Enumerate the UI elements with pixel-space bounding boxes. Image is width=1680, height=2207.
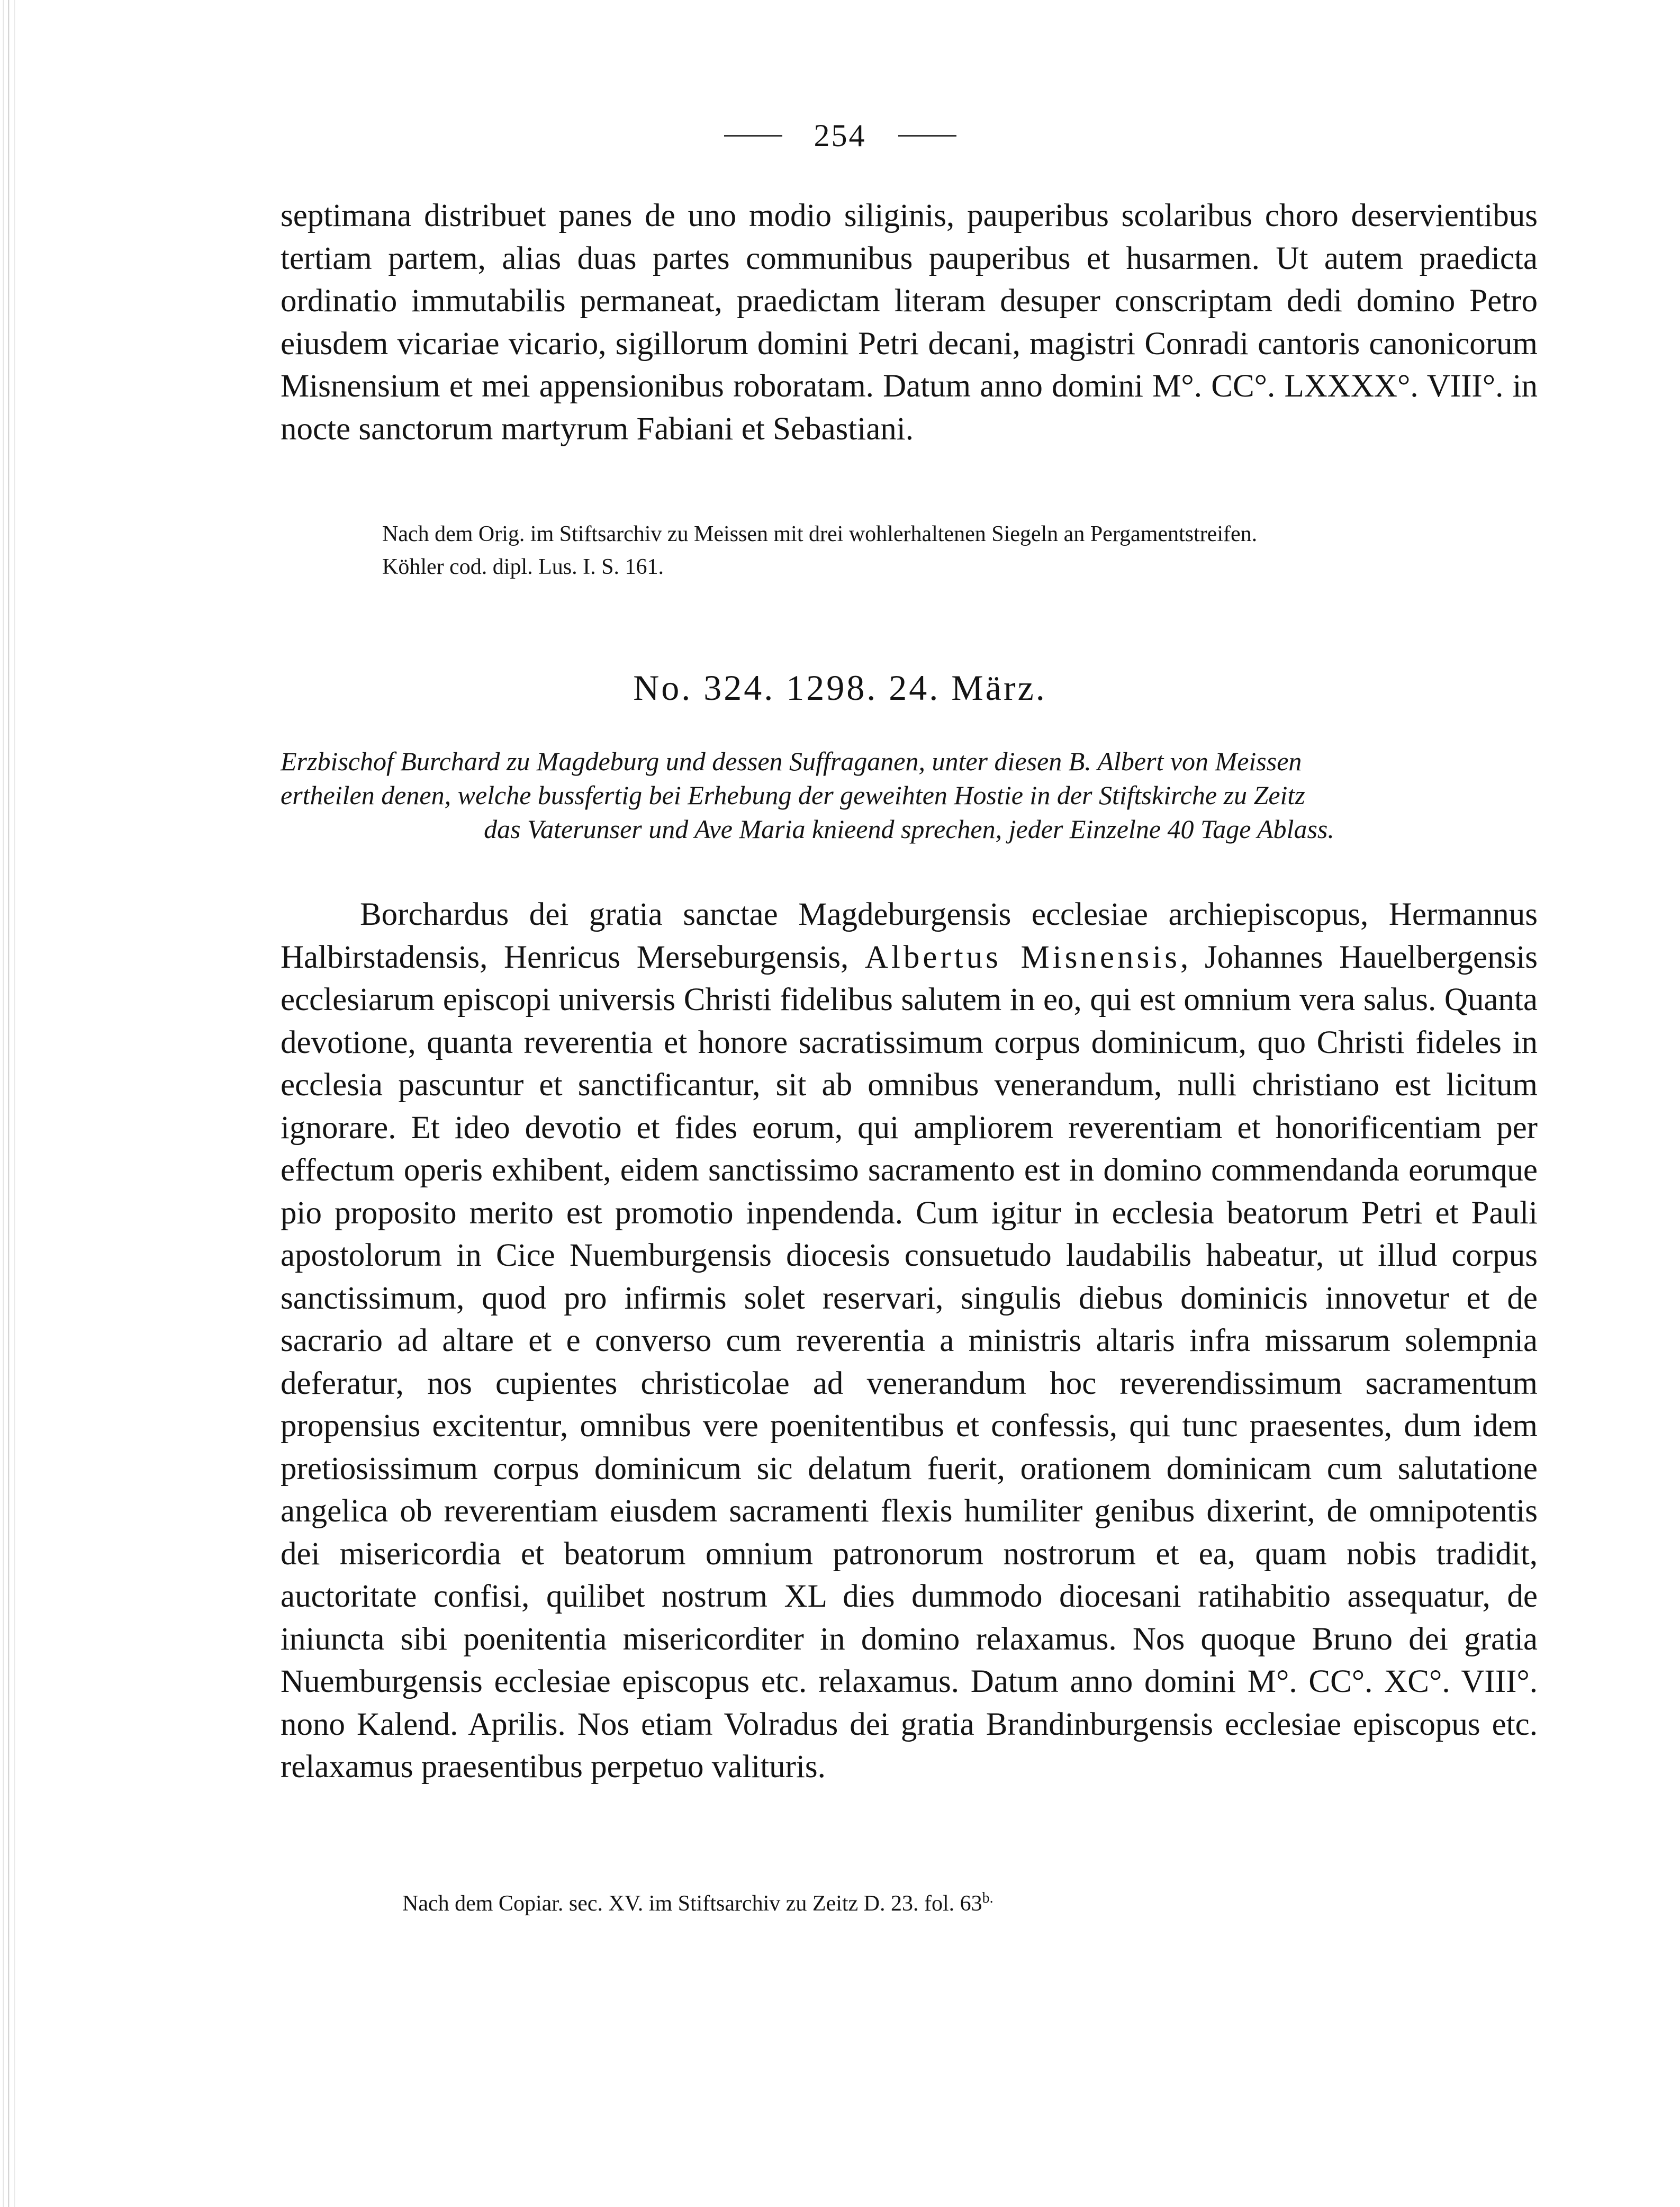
continuation-text: septimana distribuet panes de uno modio siliginis, pauperibus scolaribus choro deservientibus tertiam partem, alias duas partes communibus pauperibus et husarmen. Ut autem praedicta ordinatio immutabilis permaneat, praedictam literam desuper conscriptam dedi domino Petro eiusdem vicariae vicario, sigillorum domini Petri decani, magistri Conradi cantoris canonicorum Misnensium et mei appensionibus roboratam. Datum anno domini M°. CC°. LXXXX°. VIII°. in nocte sanctorum martyrum Fabiani et Sebastiani.: [281, 198, 1538, 447]
continuation-block: [281, 195, 1538, 451]
source-note-copiar: [402, 1882, 993, 1920]
document-text-part-1: Borchardus dei gratia sanctae Magdeburgensis ecclesiae archiepiscopus, Hermannus Halbirstadensis, Henricus Merseburgensis,: [281, 897, 1538, 975]
header-rule-right: [898, 135, 956, 137]
document-text-part-2: , Johannes Hauelbergensis ecclesiarum episcopi universis Christi fidelibus salutem in eo, qui est omnium vera salus. Quanta devotione, quanta reverentia et honore sacratissimum corpus dominicum, quo Christi fideles in ecclesia pascuntur et sanctificantur, sit ab omnibus venerandum, nulli christiano est licitum ignorare. Et ideo devotio et fides eorum, qui ampliorem reverentiam et honorificentiam per effectum operis exhibent, eidem sanctissimo sacramento est in domino commendanda eorumque pio proposito merito est promotio inpendenda. Cum igitur in ecclesia beatorum Petri et Pauli apostolorum in Cice Nuemburgensis diocesis consuetudo laudabilis habeatur, ut illud corpus sanctissimum, quod pro infirmis solet reservari, singulis diebus dominicis innovetur et de sacrario ad altare et e converso cum reverentia a ministris altaris infra missarum solempnia deferatur, nos cupientes christicolae ad venerandum hoc reverendissimum sacramentum propensius excitentur, omnibus vere poenitentibus et confessis, qui tunc praesentes, dum idem pretiosissimum corpus dominicum sic delatum fuerit, orationem dominicam cum salutatione angelica ob reverentiam eiusdem sacramenti flexis humiliter genibus dixerint, de omnipotentis dei misericordia et beatorum omnium patronorum nostrorum et ea, quam nobis tradidit, auctoritate confisi, quilibet nostrum XL dies dummodo diocesani ratihabitio assequatur, de iniuncta sibi poenitentia misericorditer in domino relaxamus. Nos quoque Bruno dei gratia Nuemburgensis ecclesiae episcopus etc. relaxamus. Datum anno domini M°. CC°. XC°. VIII°. nono Kalend. Aprilis. Nos etiam Volradus dei gratia Brandinburgensis ecclesiae episcopus etc. relaxamus praesentibus perpetuo valituris.: [281, 939, 1538, 1785]
spaced-name: Albertus Misnensis: [864, 939, 1180, 975]
document-text: [281, 894, 1538, 1789]
source-note-copiar-text: Nach dem Copiar. sec. XV. im Stiftsarchiv zu Zeitz D. 23. fol. 63: [402, 1891, 982, 1916]
document-heading: No. 324. 1298. 24. März.: [633, 668, 1047, 708]
document-text-block: [281, 894, 1538, 1789]
page-header: [0, 118, 1680, 154]
summary-line-2: ertheilen denen, welche bussfertig bei Erhebung der geweihten Hostie in der Stiftskirche zu Zeitz: [281, 780, 1305, 810]
page-number: 254: [814, 118, 866, 153]
source-note-original: [382, 518, 1257, 583]
document-summary: [281, 744, 1538, 846]
source-note-line-2: Köhler cod. dipl. Lus. I. S. 161.: [382, 555, 664, 579]
source-note-superscript: b.: [982, 1890, 993, 1906]
summary-line-1: Erzbischof Burchard zu Magdeburg und dessen Suffraganen, unter diesen B. Albert von Meissen: [281, 746, 1302, 776]
source-note-line-1: Nach dem Orig. im Stiftsarchiv zu Meissen mit drei wohlerhaltenen Siegeln an Pergamentstreifen.: [382, 522, 1258, 546]
summary-line-3: das Vaterunser und Ave Maria knieend sprechen, jeder Einzelne 40 Tage Ablass.: [484, 814, 1334, 844]
header-rule-left: [724, 135, 782, 137]
scan-edge: [0, 0, 18, 2207]
